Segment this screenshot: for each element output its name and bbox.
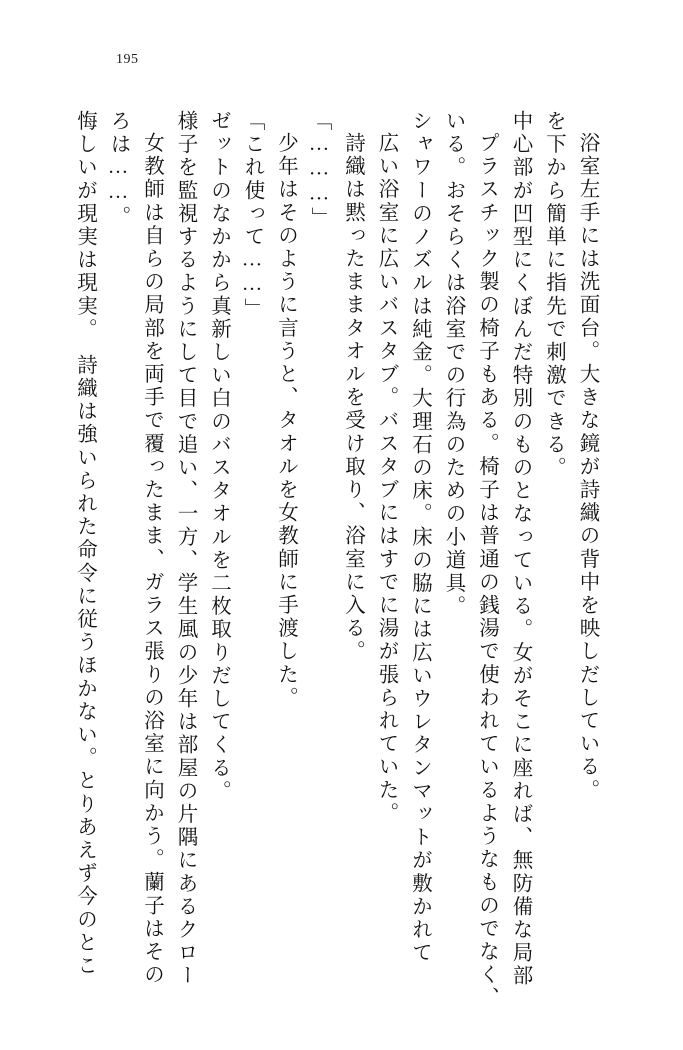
body-line: 中心部が凹型にくぼんだ特別のものとなっている。女がそこに座れば、無防備な局部 [509, 110, 531, 988]
body-line: プラスチック製の椅子もある。椅子は普通の銭湯で使われているようなものでなく、 [475, 132, 498, 1010]
body-line: 広い浴室に広いバスタブ。バスタブにはすでに湯が張られていた。 [375, 132, 397, 825]
body-text-block [61, 110, 598, 1010]
body-line: を下から簡単に指先で刺激できる。 [542, 110, 565, 480]
body-line: シャワーのノズルは純金。大理石の床。床の脇には広いウレタンマットが敷かれて [408, 110, 431, 965]
body-line: 詩織は黙ったままタオルを受け取り、浴室に入る。 [341, 132, 364, 664]
body-line: ゼットのなかから真新しい白のバスタオルを二枚取りだしてくる。 [207, 110, 230, 803]
body-line: 「これ使って……」 [241, 110, 263, 321]
body-line: 様子を監視するようにして目で追い、一方、学生風の少年は部屋の片隅にあるクロー [174, 110, 196, 988]
body-line: 「………」 [308, 110, 330, 230]
body-line: 浴室左手には洗面台。大きな鏡が詩織の背中を映しだしている。 [576, 132, 598, 802]
body-line: ろは……。 [107, 110, 129, 229]
body-line: 女教師は自らの局部を両手で覆ったまま、ガラス張りの浴室に向かう。蘭子はその [140, 132, 163, 987]
body-line: 悔しいが現実は現実。 詩織は強いられた命令に従うほかない。とりあえず今のとこ [73, 110, 96, 978]
body-line: 少年はそのように言うと、タオルを女教師に手渡した。 [274, 132, 297, 710]
body-line: いる。おそらくは浴室での行為のための小道具。 [442, 110, 464, 619]
page-number: 195 [116, 52, 139, 67]
